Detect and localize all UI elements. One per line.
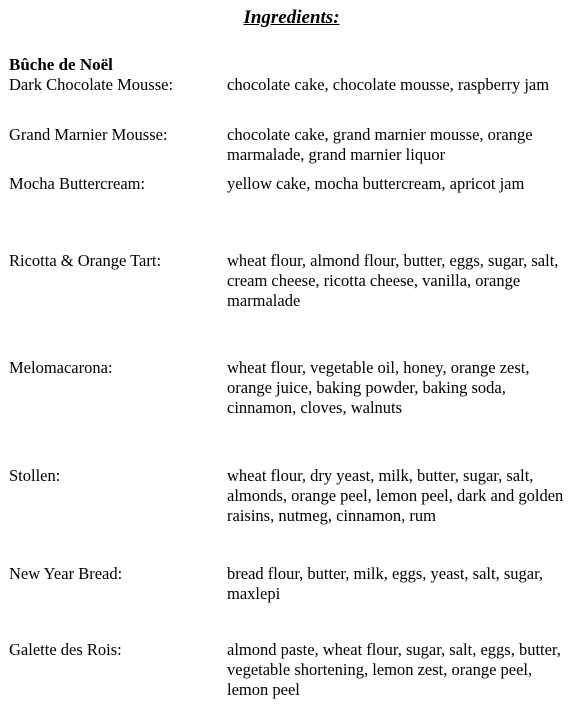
section-heading: Bûche de Noël: [9, 55, 113, 74]
item-name: Galette des Rois:: [9, 640, 122, 659]
item-ingredients: chocolate cake, grand marnier mousse, orange marmalade, grand marnier liquor: [227, 125, 533, 164]
item-ingredients: yellow cake, mocha buttercream, apricot jam: [227, 174, 525, 193]
item-name: Ricotta & Orange Tart:: [9, 251, 162, 270]
page-title: Ingredients:: [243, 7, 340, 28]
item-name: Mocha Buttercream:: [9, 174, 146, 193]
item-name: New Year Bread:: [9, 564, 123, 583]
item-ingredients: wheat flour, almond flour, butter, eggs, sugar, salt, cream cheese, ricotta cheese, vanilla, orange marmalade: [227, 251, 559, 310]
item-ingredients: chocolate cake, chocolate mousse, raspberry jam: [227, 75, 550, 94]
item-name: Dark Chocolate Mousse:: [9, 75, 174, 94]
item-ingredients: almond paste, wheat flour, sugar, salt, eggs, butter, vegetable shortening, lemon zest, orange peel, lemon peel: [227, 640, 561, 699]
item-name: Stollen:: [9, 466, 61, 485]
item-name: Grand Marnier Mousse:: [9, 125, 168, 144]
item-ingredients: bread flour, butter, milk, eggs, yeast, salt, sugar, maxlepi: [227, 564, 544, 603]
item-ingredients: wheat flour, vegetable oil, honey, orange zest, orange juice, baking powder, baking soda, cinnamon, cloves, walnuts: [227, 358, 530, 417]
item-ingredients: wheat flour, dry yeast, milk, butter, sugar, salt, almonds, orange peel, lemon peel, dark and golden raisins, nutmeg, cinnamon, rum: [227, 466, 564, 525]
item-name: Melomacarona:: [9, 358, 113, 377]
